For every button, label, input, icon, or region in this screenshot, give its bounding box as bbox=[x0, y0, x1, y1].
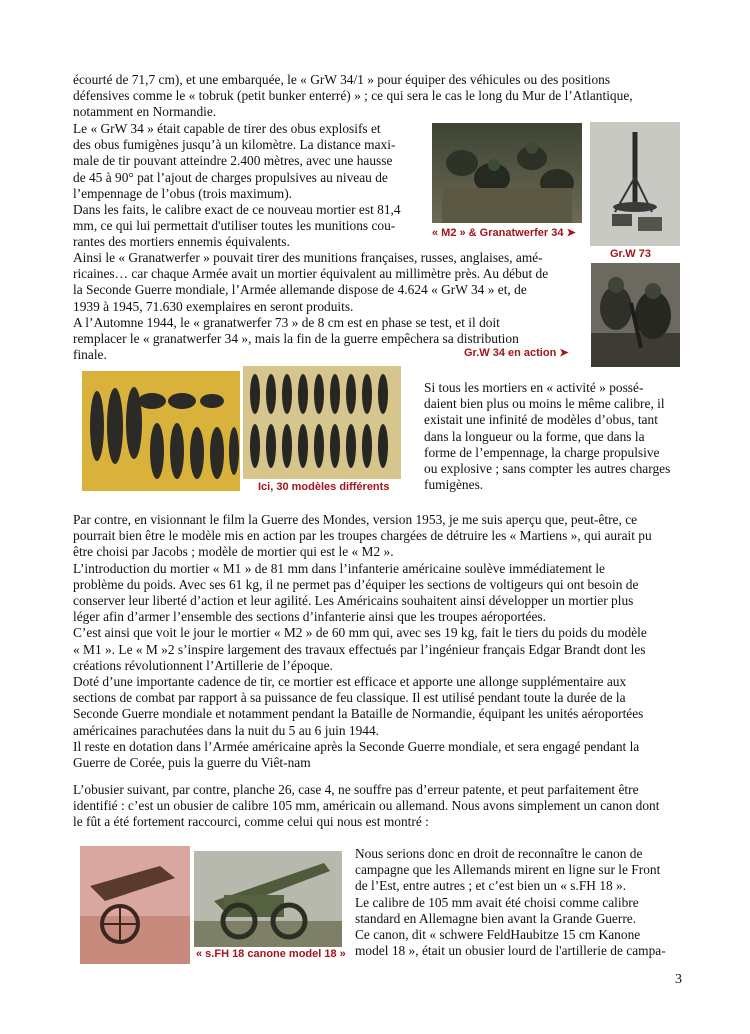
text-line: défensives comme le « tobruk (petit bunker enterré) » ; ce qui sera le cas le long du Mur de l’Atlantique, bbox=[73, 88, 633, 104]
intro-paragraph bbox=[73, 72, 679, 121]
text-line: Il reste en dotation dans l’Armée américaine après la Seconde Guerre mondiale, et sera engagé pendant la bbox=[73, 738, 640, 754]
text-line: L’obusier suivant, par contre, planche 26, case 4, ne souffre pas d’erreur patente, et peut parfaitement être bbox=[73, 782, 639, 797]
text-line: Le calibre de 105 mm avait été choisi comme calibre bbox=[355, 894, 639, 910]
text-line: C’est ainsi que voit le jour le mortier « M2 » de 60 mm qui, avec ses 19 kg, fait le tiers du poids du modèle bbox=[73, 625, 647, 641]
text-line: de l’Est, entre autres ; et c’est bien un « s.FH 18 ». bbox=[355, 878, 627, 894]
text-line: forme de l’empennage, la charge propulsive bbox=[424, 444, 660, 460]
text-line: Guerre de Corée, puis la guerre du Viêt-nam bbox=[73, 755, 311, 771]
shell-models-paragraph bbox=[424, 380, 680, 493]
text-line: Ce canon, dit « schwere FeldHaubitze 15 cm Kanone bbox=[355, 927, 641, 943]
text-line: campagne que les Allemands mirent en ligne sur le Front bbox=[355, 862, 661, 878]
text-line: Seconde Guerre mondiale et notamment pendant la Bataille de Normandie, équipant les unités aéroportées bbox=[73, 706, 644, 722]
text-line: écourté de 71,7 cm), et une embarquée, le « GrW 34/1 » pour équiper des véhicules ou des positions bbox=[73, 72, 611, 87]
text-line: la Seconde Guerre mondiale, l’Armée allemande dispose de 4.624 « GrW 34 » et, de bbox=[73, 282, 527, 298]
comic-panel-photo bbox=[80, 846, 190, 964]
grw73-photo bbox=[590, 122, 680, 246]
text-line: pourrait bien être le modèle mis en action par les troupes chargées de détruire les « Martiens », qui aurait pu bbox=[73, 528, 652, 544]
text-line: Dans les faits, le calibre exact de ce nouveau mortier est 81,4 bbox=[73, 202, 401, 218]
text-line: l’empennage de l’obus (trois maximum). bbox=[73, 185, 293, 201]
grw34-action-photo bbox=[591, 263, 680, 367]
text-line: standard en Allemagne bien avant la Grande Guerre. bbox=[355, 910, 637, 926]
text-line: des obus fumigènes jusqu’à un kilomètre. La distance maxi- bbox=[73, 137, 396, 153]
text-line: léger afin d’armer l’ensemble des sections d’infanterie ainsi que les troupes aéroportées. bbox=[73, 609, 546, 625]
text-line: model 18 », était un obusier lourd de l'artillerie de campa- bbox=[355, 943, 666, 959]
text-line: américaines parachutées dans la nuit du 5 au 6 juin 1944. bbox=[73, 722, 380, 738]
text-line: finale. bbox=[73, 347, 107, 363]
text-line: Par contre, en visionnant le film la Guerre des Mondes, version 1953, je me suis aperçu que, peut-être, ce bbox=[73, 512, 638, 527]
text-line: sections de combat par rapport à sa puissance de feu classique. Il est utilisé pendant toute la durée de la bbox=[73, 690, 626, 706]
sfh18-paragraph bbox=[355, 846, 680, 959]
text-line: ou explosive ; sans compter les autres charges bbox=[424, 461, 671, 477]
grw34-action-caption: Gr.W 34 en action ➤ bbox=[464, 347, 569, 359]
text-line: existait une infinité de modèles d’obus, tant bbox=[424, 412, 658, 428]
text-line: « M1 ». Le « M »2 s’inspire largement des travaux effectués par l’ingénieur français Edgar Brandt dont les bbox=[73, 641, 646, 657]
sfh18-caption: « s.FH 18 canone model 18 » bbox=[196, 948, 346, 960]
grw73-caption: Gr.W 73 bbox=[610, 248, 651, 260]
text-line: Si tous les mortiers en « activité » possé- bbox=[424, 380, 644, 395]
text-line: daient bien plus ou moins le même calibre, il bbox=[424, 396, 665, 412]
m2-granatwerfer-photo bbox=[432, 123, 582, 223]
mortar-shells-photo-right bbox=[243, 366, 401, 479]
text-line: Le « GrW 34 » était capable de tirer des obus explosifs et bbox=[73, 121, 381, 136]
text-line: être choisi par Jacobs ; modèle de mortier qui est le « M2 ». bbox=[73, 544, 394, 560]
text-line: male de tir pouvant atteindre 2.400 mètres, avec une hausse bbox=[73, 153, 393, 169]
page-number: 3 bbox=[675, 972, 682, 987]
text-line: rantes des mortiers ennemis équivalents. bbox=[73, 234, 290, 250]
text-line: A l’Automne 1944, le « granatwerfer 73 » de 8 cm est en phase se test, et il doit bbox=[73, 314, 500, 330]
text-line: 1939 à 1945, 71.630 exemplaires en seront produits. bbox=[73, 298, 354, 314]
text-line: remplacer le « granatwerfer 34 », mais la fin de la guerre empêchera sa distribution bbox=[73, 331, 519, 347]
text-line: Ainsi le « Granatwerfer » pouvait tirer des munitions françaises, russes, anglaises, amé- bbox=[73, 250, 543, 265]
text-line: identifié : c’est un obusier de calibre 105 mm, américain ou allemand. Nous avons simplement un canon dont bbox=[73, 798, 660, 814]
mortar-shells-photo-left bbox=[82, 371, 240, 491]
text-line: ricaines… car chaque Armée avait un mortier équivalent au millimètre près. Au début de bbox=[73, 266, 549, 282]
text-line: conserver leur liberté d’action et leur agilité. Les Américains souhaitent ainsi développer un mortier plus bbox=[73, 593, 634, 609]
grw34-description bbox=[73, 121, 425, 251]
m2-paragraph bbox=[73, 512, 679, 771]
text-line: notamment en Normandie. bbox=[73, 104, 217, 120]
text-line: dans la longueur ou la forme, que dans la bbox=[424, 428, 645, 444]
text-line: créations révolutionnent l’Artillerie de l’époque. bbox=[73, 657, 333, 673]
text-line: le fût a été fortement raccourci, comme celui qui nous est montré : bbox=[73, 814, 429, 830]
text-line: L’introduction du mortier « M1 » de 81 mm dans l’infanterie américaine soulève immédiatement le bbox=[73, 560, 606, 576]
text-line: de 45 à 90° pat l’ajout de charges propulsives au niveau de bbox=[73, 169, 388, 185]
text-line: mm, ce qui lui permettait d'utiliser toutes les munitions cou- bbox=[73, 218, 396, 234]
text-line: Doté d’une importante cadence de tir, ce mortier est efficace et apporte une allonge supplémentaire aux bbox=[73, 674, 627, 690]
text-line: fumigènes. bbox=[424, 477, 484, 493]
sfh18-photo bbox=[194, 851, 342, 947]
shells-caption: Ici, 30 modèles différents bbox=[258, 481, 390, 493]
text-line: problème du poids. Avec ses 61 kg, il ne permet pas d’équiper les sections de voltigeurs qui ont besoin de bbox=[73, 576, 639, 592]
text-line: Nous serions donc en droit de reconnaître le canon de bbox=[355, 846, 643, 861]
m2-granatwerfer-caption: « M2 » & Granatwerfer 34 ➤ bbox=[432, 227, 576, 239]
obusier-paragraph bbox=[73, 782, 679, 831]
